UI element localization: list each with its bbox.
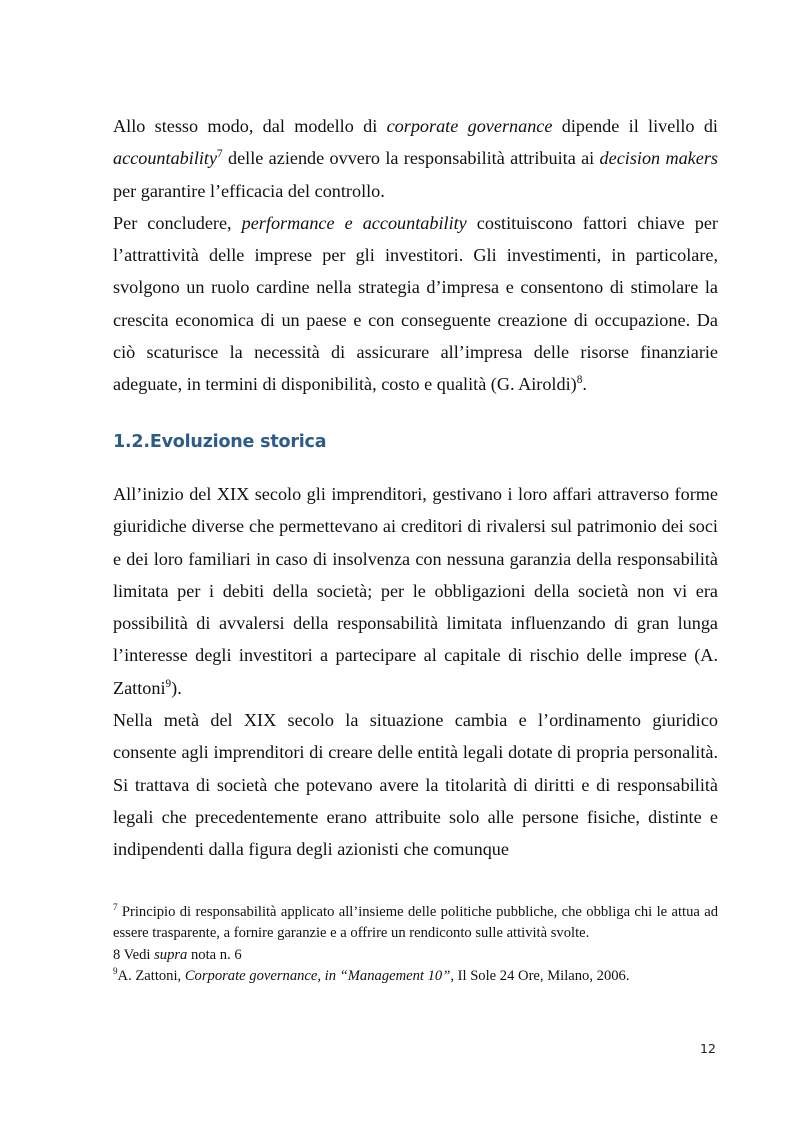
footnote-ref-9[interactable]: 9 (165, 677, 172, 690)
footnote-ref-8[interactable]: 8 (576, 374, 583, 387)
paragraph-conclusion: Per concludere, performance e accountability costituiscono fattori chiave per l’attrattività delle imprese per gli investitori. Gli investimenti, in particolare, svolgono un ruolo cardine nella strategia d’impresa e consentono di stimolare la crescita economica di un paese e con conseguente creazione di occupazione. Da ciò scaturisce la necessità di assicurare all’impresa delle risorse finanziarie adeguate, in termini di disponibilità, costo e qualità (G. Airoldi)$^8$. (113, 212, 718, 395)
footnote-9: $^9$A. Zattoni, Corporate governance, in “Management 10”, Il Sole 24 Ore, Milano, 2006. (113, 966, 630, 984)
footnotes (113, 902, 718, 987)
section-intro-text (113, 110, 718, 401)
page-number: 12 (700, 1041, 716, 1056)
footnote-ref-7[interactable]: 7 (217, 148, 223, 161)
paragraph-accountability: Allo stesso modo, dal modello di corporate governance dipende il livello di accountability$^7$ delle aziende ovvero la responsabilità attribuita ai decision makers per garantire l’efficacia del controllo. (113, 116, 718, 201)
section-history-text (113, 478, 718, 866)
footnote-8: 8 Vedi supra nota n. 6 (113, 946, 242, 963)
footnote-7: $^7$ Principio di responsabilità applicato all’insieme delle politiche pubbliche, che obbliga chi le attua ad essere trasparente, a fornire garanzie e a offrire un rendiconto sulle attività svolte. (113, 902, 718, 942)
section-heading: 1.2.Evoluzione storica (113, 432, 327, 452)
paragraph-xix-century-mid: Nella metà del XIX secolo la situazione cambia e l’ordinamento giuridico consente agli imprenditori di creare delle entità legali dotate di propria personalità. Si trattava di società che potevano avere la titolarità di diritti e di responsabilità legali che precedentemente erano attribuite solo alle persone fisiche, distinte e indipendenti dalla figura degli azionisti che comunque (113, 710, 718, 860)
paragraph-xix-century-start: All’inizio del XIX secolo gli imprenditori, gestivano i loro affari attraverso forme giuridiche diverse che permettevano ai creditori di rivalersi sul patrimonio dei soci e dei loro familiari in caso di insolvenza con nessuna garanzia della responsabilità limitata per i debiti della società; per le obbligazioni della società non vi era possibilità di avvalersi della responsabilità limitata influenzando di gran lunga l’interesse degli investitori a partecipare al capitale di rischio delle imprese (A. Zattoni$^9$). (113, 484, 718, 698)
